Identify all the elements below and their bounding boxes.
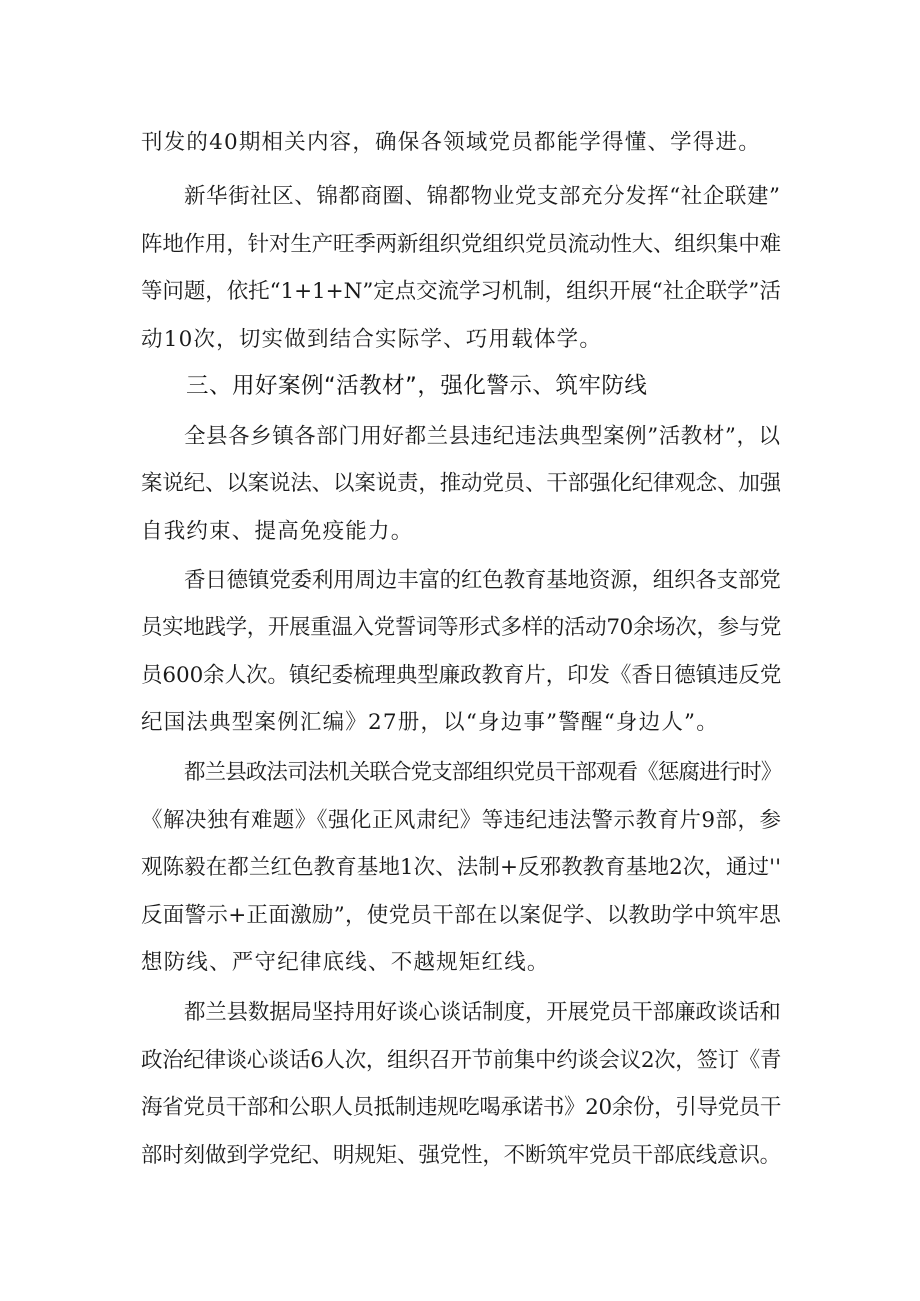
paragraph-line: 反面警示+正面激励”，使党员干部在以案促学、以教助学中筑牢思 [141, 903, 782, 928]
paragraph-line: 《解决独有难题》《强化正风肃纪》等违纪违法警示教育片9部，参 [141, 808, 782, 833]
paragraph-line: 自我约束、提高免疫能力。 [141, 519, 414, 544]
paragraph-line: 都兰县数据局坚持用好谈心谈话制度，开展党员干部廉政谈话和 [184, 1000, 781, 1025]
section-heading: 三、用好案例“活教材”，强化警示、筑牢防线 [186, 373, 648, 399]
paragraph-line: 员600余人次。镇纪委梳理典型廉政教育片，印发《香日德镇违反党 [141, 663, 782, 688]
paragraph-line: 观陈毅在都兰红色教育基地1次、法制+反邪教教育基地2次，通过'' [141, 855, 782, 880]
paragraph-line: 全县各乡镇各部门用好都兰县违纪违法典型案例”活教材”，以 [184, 424, 781, 449]
paragraph-line: 动10次，切实做到结合实际学、巧用载体学。 [141, 327, 603, 352]
paragraph-line: 员实地践学，开展重温入党誓词等形式多样的活动70余场次，参与党 [141, 615, 782, 640]
paragraph-line: 案说纪、以案说法、以案说责，推动党员、干部强化纪律观念、加强 [141, 471, 782, 496]
paragraph-line: 香日德镇党委利用周边丰富的红色教育基地资源，组织各支部党 [184, 568, 781, 593]
paragraph-line: 纪国法典型案例汇编》27册，以“身边事”警醒“身边人”。 [141, 710, 719, 735]
paragraph-line: 阵地作用，针对生产旺季两新组织党组织党员流动性大、组织集中难 [141, 232, 782, 257]
paragraph-line: 等问题，依托“1+1+N”定点交流学习机制，组织开展“社企联学”活 [141, 279, 781, 304]
paragraph-line: 刊发的40期相关内容，确保各领域党员都能学得懂、学得进。 [141, 130, 761, 155]
paragraph-line: 海省党员干部和公职人员抵制违规吃喝承诺书》20余份，引导党员干 [141, 1095, 782, 1120]
paragraph-line: 部时刻做到学党纪、明规矩、强党性，不断筑牢党员干部底线意识。 [141, 1143, 782, 1168]
paragraph-line: 都兰县政法司法机关联合党支部组织党员干部观看《惩腐进行时》 [184, 760, 782, 785]
paragraph-line: 新华街社区、锦都商圈、锦都物业党支部充分发挥“社企联建” [184, 184, 781, 209]
paragraph-line: 政治纪律谈心谈话6人次，组织召开节前集中约谈会议2次，签订《青 [141, 1048, 782, 1073]
paragraph-line: 想防线、严守纪律底线、不越规矩红线。 [141, 950, 550, 975]
